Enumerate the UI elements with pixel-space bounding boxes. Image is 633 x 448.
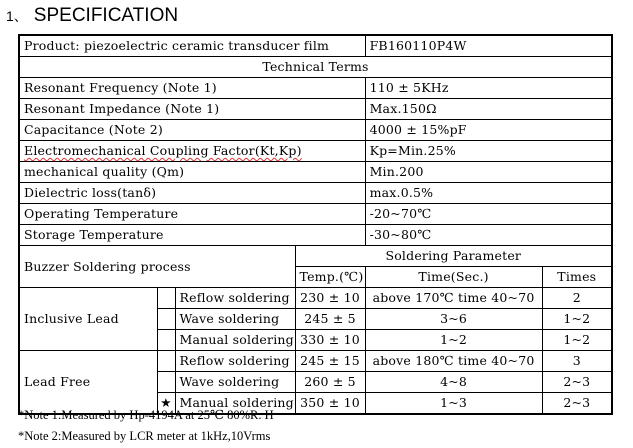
product-row — [19, 35, 612, 57]
footnotes — [18, 405, 274, 447]
time: above 180℃ time 40~70 — [365, 351, 542, 372]
technical-terms-row — [19, 57, 612, 78]
footnote-2: *Note 2:Measured by LCR meter at 1kHz,10Vrms — [18, 429, 271, 443]
time: 3~6 — [365, 309, 542, 330]
table-row — [19, 288, 612, 309]
product-model: FB160110P4W — [365, 35, 612, 57]
star-marker — [157, 309, 175, 330]
spec-name: Operating Temperature — [19, 204, 365, 225]
spec-name: Resonant Impedance (Note 1) — [19, 99, 365, 120]
time: above 170℃ time 40~70 — [365, 288, 542, 309]
section-heading — [6, 2, 178, 30]
spec-name: Resonant Frequency (Note 1) — [19, 78, 365, 99]
table-row — [19, 351, 612, 372]
technical-terms-title: Technical Terms — [19, 57, 612, 78]
spec-value: -30~80℃ — [365, 225, 612, 246]
spec-row — [19, 141, 612, 162]
times: 1~2 — [542, 330, 612, 351]
method: Reflow soldering — [175, 288, 295, 309]
temp: 350 ± 10 — [295, 393, 365, 415]
times: 1~2 — [542, 309, 612, 330]
spec-name — [19, 141, 365, 162]
section-number: 1、 — [6, 8, 28, 24]
method: Wave soldering — [175, 309, 295, 330]
star-marker — [157, 288, 175, 309]
spec-name: Storage Temperature — [19, 225, 365, 246]
star-marker — [157, 372, 175, 393]
temp-header: Temp.(℃) — [295, 267, 365, 288]
spec-value: 110 ± 5KHz — [365, 78, 612, 99]
spec-value: Kp=Min.25% — [365, 141, 612, 162]
temp: 245 ± 5 — [295, 309, 365, 330]
time: 1~2 — [365, 330, 542, 351]
spec-row — [19, 78, 612, 99]
footnote-1: *Note 1:Measured by Hp-4194A at 25℃ 80%R. H — [18, 408, 274, 422]
temp: 260 ± 5 — [295, 372, 365, 393]
method: Manual soldering — [175, 393, 295, 415]
times: 2 — [542, 288, 612, 309]
time: 1~3 — [365, 393, 542, 415]
spec-value: 4000 ± 15%pF — [365, 120, 612, 141]
method: Wave soldering — [175, 372, 295, 393]
temp: 330 ± 10 — [295, 330, 365, 351]
method: Reflow soldering — [175, 351, 295, 372]
spec-value: max.0.5% — [365, 183, 612, 204]
spec-name: Capacitance (Note 2) — [19, 120, 365, 141]
group-name: Lead Free — [19, 351, 157, 415]
specification-table — [18, 34, 613, 415]
spec-name: Dielectric loss(tanδ) — [19, 183, 365, 204]
soldering-header-row — [19, 246, 612, 267]
group-name: Inclusive Lead — [19, 288, 157, 351]
spec-row — [19, 162, 612, 183]
spec-row — [19, 120, 612, 141]
times-header: Times — [542, 267, 612, 288]
star-marker — [157, 330, 175, 351]
times: 2~3 — [542, 393, 612, 415]
spec-row — [19, 204, 612, 225]
method: Manual soldering — [175, 330, 295, 351]
time-header: Time(Sec.) — [365, 267, 542, 288]
spec-value: -20~70℃ — [365, 204, 612, 225]
star-icon: ★ — [157, 393, 175, 415]
product-label: Product: piezoelectric ceramic transducer film — [19, 35, 365, 57]
spec-value: Max.150Ω — [365, 99, 612, 120]
temp: 245 ± 15 — [295, 351, 365, 372]
spec-row — [19, 225, 612, 246]
star-marker — [157, 351, 175, 372]
spec-value: Min.200 — [365, 162, 612, 183]
soldering-process-label: Buzzer Soldering process — [19, 246, 295, 288]
section-title: SPECIFICATION — [33, 5, 179, 26]
time: 4~8 — [365, 372, 542, 393]
spec-row — [19, 99, 612, 120]
spec-name: mechanical quality (Qm) — [19, 162, 365, 183]
spec-name-text: Electromechanical Coupling Factor(Kt,Kp) — [24, 143, 302, 158]
spec-row — [19, 183, 612, 204]
soldering-parameter-label: Soldering Parameter — [295, 246, 612, 267]
times: 3 — [542, 351, 612, 372]
temp: 230 ± 10 — [295, 288, 365, 309]
times: 2~3 — [542, 372, 612, 393]
